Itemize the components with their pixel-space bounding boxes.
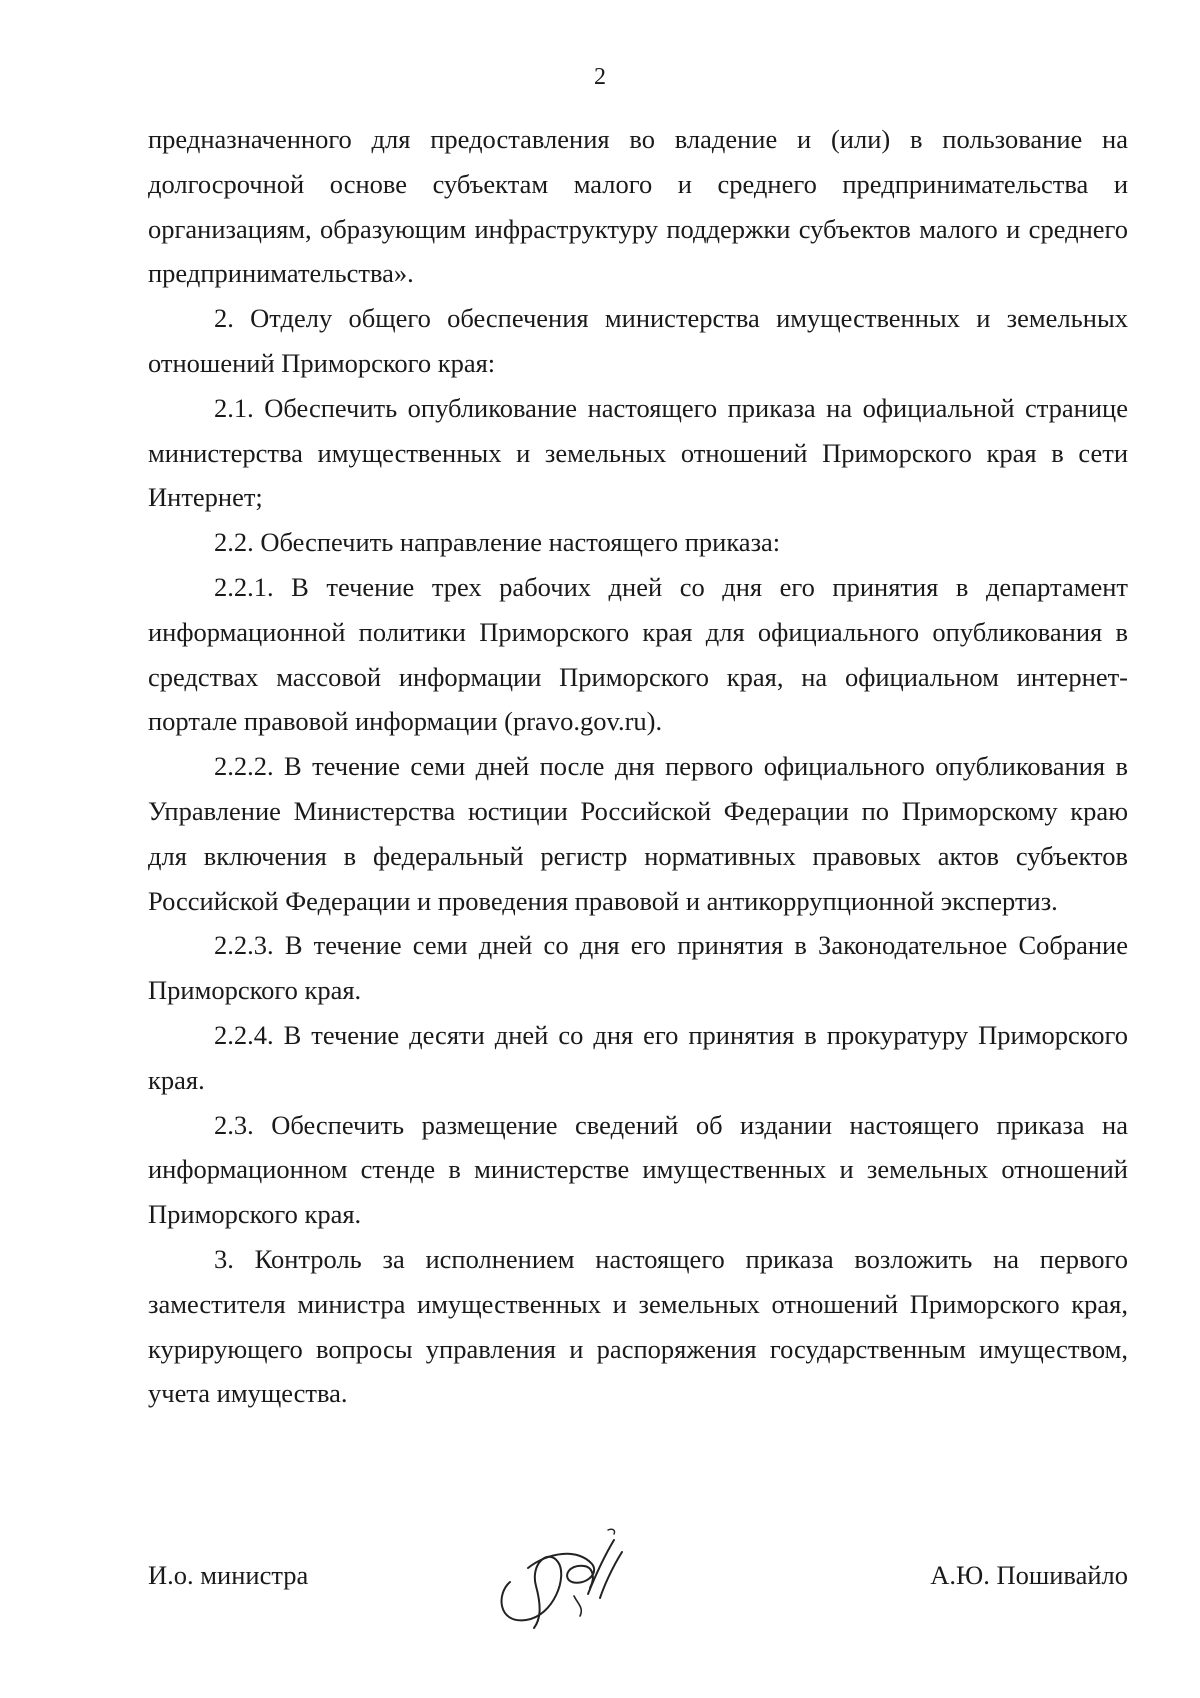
paragraph-item-2-1: 2.1. Обеспечить опубликование настоящего приказа на официальной странице министерства имущественных и земельных отношений Приморского края в сети Интернет; bbox=[148, 392, 1128, 513]
handwritten-signature-icon bbox=[488, 1524, 628, 1634]
paragraph-item-2-2-4: 2.2.4. В течение десяти дней со дня его принятия в прокуратуру Приморского края. bbox=[148, 1019, 1128, 1095]
paragraph-item-2-3: 2.3. Обеспечить размещение сведений об издании настоящего приказа на информационном стенде в министерстве имущественных и земельных отношений Приморского края. bbox=[148, 1109, 1128, 1230]
document-body bbox=[148, 117, 1128, 1416]
paragraph-item-2-2: 2.2. Обеспечить направление настоящего приказа: bbox=[214, 527, 781, 558]
signature-block bbox=[148, 1532, 1128, 1652]
paragraph-item-2-2-3: 2.2.3. В течение семи дней со дня его принятия в Законодательное Собрание Приморского края. bbox=[148, 930, 1128, 1006]
paragraph-item-2-2-2: 2.2.2. В течение семи дней после дня первого официального опубликования в Управление Министерства юстиции Российской Федерации по Приморскому краю для включения в федеральный регистр нормативных правовых актов субъектов Российской Федерации и проведения правовой и антикоррупционной экспертиз. bbox=[148, 751, 1128, 916]
page-number: 2 bbox=[594, 64, 606, 90]
paragraph-item-2-2-1: 2.2.1. В течение трех рабочих дней со дня его принятия в департамент информационной политики Приморского края для официального опубликования в средствах массовой информации Приморского края, на официальном интернет-портале правовой информации (pravo.gov.ru). bbox=[148, 571, 1128, 737]
paragraph-item-2: 2. Отделу общего обеспечения министерства имущественных и земельных отношений Приморского края: bbox=[148, 303, 1128, 378]
signatory-name: А.Ю. Пошивайло bbox=[930, 1560, 1128, 1590]
paragraph-item-3: 3. Контроль за исполнением настоящего приказа возложить на первого заместителя министра имущественных и земельных отношений Приморского края, курирующего вопросы управления и распоряжения государственным имуществом, учета имущества. bbox=[148, 1243, 1128, 1409]
signatory-role: И.о. министра bbox=[148, 1560, 309, 1590]
paragraph-continuation: предназначенного для предоставления во владение и (или) в пользование на долгосрочной основе субъектам малого и среднего предпринимательства и организациям, образующим инфраструктуру поддержки субъектов малого и среднего предпринимательства». bbox=[148, 124, 1128, 289]
